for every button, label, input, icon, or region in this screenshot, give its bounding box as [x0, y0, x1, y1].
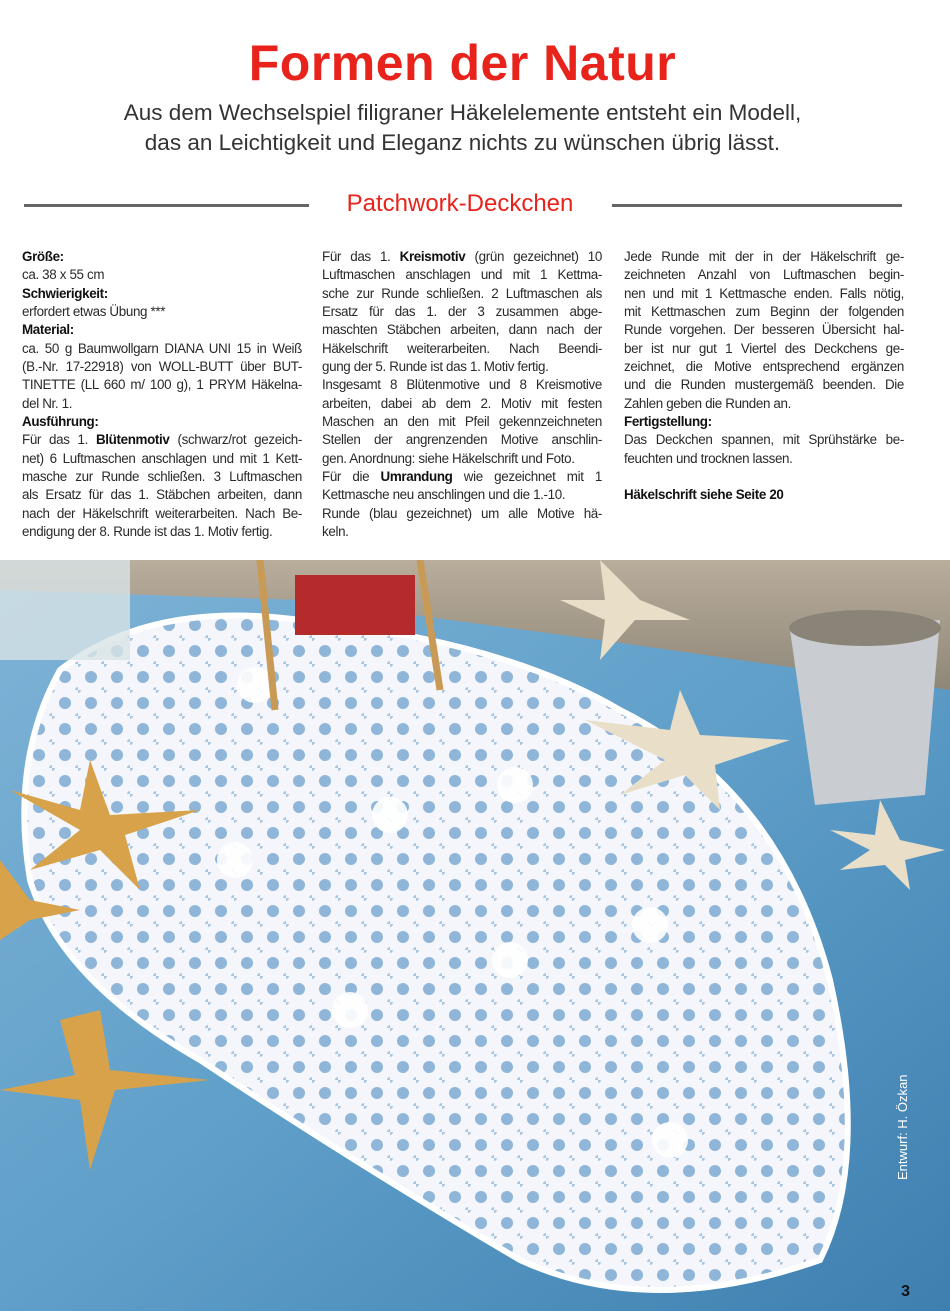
body-text: Zahlen geben die Runden an. [624, 395, 792, 411]
body-text: (grün gezeichnet) 10 [465, 249, 602, 264]
text-line [624, 431, 904, 449]
text-line [22, 395, 302, 413]
divider-right [612, 204, 902, 207]
body-text: Insgesamt 8 Blütenmotive und 8 Kreismotive [322, 377, 602, 393]
text-line [624, 340, 904, 358]
text-line [22, 486, 302, 504]
glass [0, 560, 130, 660]
text-line [624, 413, 904, 431]
body-text: keln. [322, 524, 349, 540]
page-number: 3 [901, 1283, 910, 1300]
text-line [22, 450, 302, 468]
body-text: Häkelschrift weiterarbeiten. Nach Beendi- [322, 340, 602, 356]
body-text: erfordert etwas Übung *** [22, 304, 166, 320]
body-text: mit Kettmaschen zum Beginn der folgenden [624, 304, 904, 320]
body-text: und die Runden mustergemäß beenden. Die [624, 377, 904, 393]
text-line [22, 303, 302, 321]
body-text: zeichnet, die Motive entsprechend ergänzen [624, 359, 904, 375]
body-text: ca. 38 x 55 cm [22, 267, 105, 283]
body-text: Das Deckchen spannen, mit Sprühstärke be- [624, 432, 904, 448]
bold-text: Größe: [22, 249, 64, 264]
bucket [789, 610, 941, 805]
subtitle-line: Aus dem Wechselspiel filigraner Häkelelemente entsteht ein Modell, [123, 100, 802, 125]
section-heading: Patchwork-Deckchen [346, 190, 574, 217]
text-line [624, 450, 904, 468]
text-line [322, 321, 602, 339]
bold-text: Fertigstellung: [624, 414, 712, 430]
text-line [624, 266, 904, 284]
text-line [322, 303, 602, 321]
body-text: Stellen der angrenzenden Motive anschlin- [322, 432, 602, 448]
text-line [624, 395, 904, 413]
bold-text: Häkelschrift siehe Seite 20 [624, 487, 784, 503]
bold-text: Blütenmotiv [95, 432, 170, 448]
body-text: Luftmaschen anschlagen und mit 1 Kettma- [322, 267, 602, 283]
body-text: Kettmasche neu anschlingen und die 1.-10. [322, 487, 566, 503]
body-text: Für die [322, 469, 381, 485]
body-text: Runde (blau gezeichnet) um alle Motive hä- [322, 505, 602, 521]
text-line [322, 248, 602, 266]
body-text: Jede Runde mit der in der Häkelschrift ge- [624, 249, 904, 264]
subtitle [0, 98, 925, 158]
text-line [22, 468, 302, 486]
body-text: gung der 5. Runde ist das 1. Motiv fertig. [322, 359, 549, 375]
text-line [322, 505, 602, 523]
body-text: feuchten und trocknen lassen. [624, 450, 793, 466]
divider-left [24, 204, 309, 207]
text-line [624, 285, 904, 303]
text-line [22, 248, 302, 266]
body-text: net) 6 Luftmaschen anschlagen und mit 1 Kett- [22, 450, 302, 466]
body-text: TINETTE (LL 660 m/ 100 g), 1 PRYM Häkelna- [22, 377, 302, 393]
body-text: Ersatz für das 1. der 3 zusammen abge- [322, 304, 602, 320]
body-text: (B.-Nr. 17-22918) von WOLL-BUTT über BUT- [22, 359, 302, 375]
body-text: Für das 1. [322, 249, 400, 264]
text-line [322, 376, 602, 394]
text-line [322, 266, 602, 284]
text-line [22, 266, 302, 284]
text-line [22, 376, 302, 394]
body-text: Runde vorgehen. Der besseren Übersicht hal- [624, 322, 904, 338]
body-text: masche zur Runde schließen. 3 Luftmaschen [22, 469, 302, 485]
bold-text: Kreismotiv [399, 249, 466, 264]
body-text: arbeiten, dabei ab dem 2. Motiv mit festen [322, 395, 602, 411]
subtitle-line: das an Leichtigkeit und Eleganz nichts zu wünschen übrig lässt. [144, 130, 781, 155]
doily-photo [0, 560, 950, 1311]
bold-text: Umrandung [380, 469, 453, 485]
bold-text: Schwierigkeit: [22, 285, 108, 301]
text-line [322, 468, 602, 486]
text-line [22, 413, 302, 431]
body-text: sche zur Runde schließen. 2 Luftmaschen als [322, 285, 602, 301]
body-text: gen. Anordnung: siehe Häkelschrift und Foto. [322, 450, 575, 466]
text-line [22, 321, 302, 339]
body-text: Maschen an den mit Pfeil gekennzeichneten [322, 414, 602, 430]
body-text: wie gezeichnet mit 1 [452, 469, 602, 485]
body-text: als Ersatz für das 1. Stäbchen arbeiten, dann [22, 487, 302, 503]
body-text: nen und mit 1 Kettmasche enden. Falls nötig, [624, 285, 904, 301]
text-line [624, 376, 904, 394]
text-line [322, 395, 602, 413]
body-text: Für das 1. [22, 432, 96, 448]
body-text: ber ist nur gut 1 Viertel des Deckchens ge- [624, 340, 904, 356]
page-title: Formen der Natur [248, 35, 677, 91]
text-line [624, 303, 904, 321]
text-line [322, 486, 602, 504]
text-line [322, 340, 602, 358]
blank-line [624, 468, 904, 486]
text-line [22, 285, 302, 303]
body-text: endigung der 8. Runde ist das 1. Motiv fertig. [22, 524, 273, 540]
column-instructions [322, 248, 602, 542]
text-line [322, 431, 602, 449]
body-text: maschten Stäbchen arbeiten, dann nach der [322, 322, 602, 338]
text-line [322, 285, 602, 303]
text-line [624, 248, 904, 266]
text-line [322, 450, 602, 468]
text-line [22, 505, 302, 523]
body-text: ca. 50 g Baumwollgarn DIANA UNI 15 in Weiß [22, 340, 302, 356]
text-line [624, 321, 904, 339]
column-materials [22, 248, 302, 542]
text-line [22, 358, 302, 376]
bold-text: Ausführung: [22, 414, 99, 430]
body-text: nach der Häkelschrift weiterarbeiten. Nach Be- [22, 505, 302, 521]
text-line [22, 431, 302, 449]
text-line [624, 358, 904, 376]
body-text: (schwarz/rot gezeich- [169, 432, 302, 448]
column-finishing [624, 248, 904, 505]
body-text: zeichneten Anzahl von Luftmaschen begin- [624, 267, 904, 283]
design-credit: Entwurf: H. Özkan [895, 1074, 910, 1180]
text-line [322, 358, 602, 376]
text-line [22, 523, 302, 541]
text-line [22, 340, 302, 358]
text-line [322, 523, 602, 541]
text-line [322, 413, 602, 431]
text-line [624, 486, 904, 504]
bold-text: Material: [22, 322, 74, 338]
body-text: del Nr. 1. [22, 395, 73, 411]
